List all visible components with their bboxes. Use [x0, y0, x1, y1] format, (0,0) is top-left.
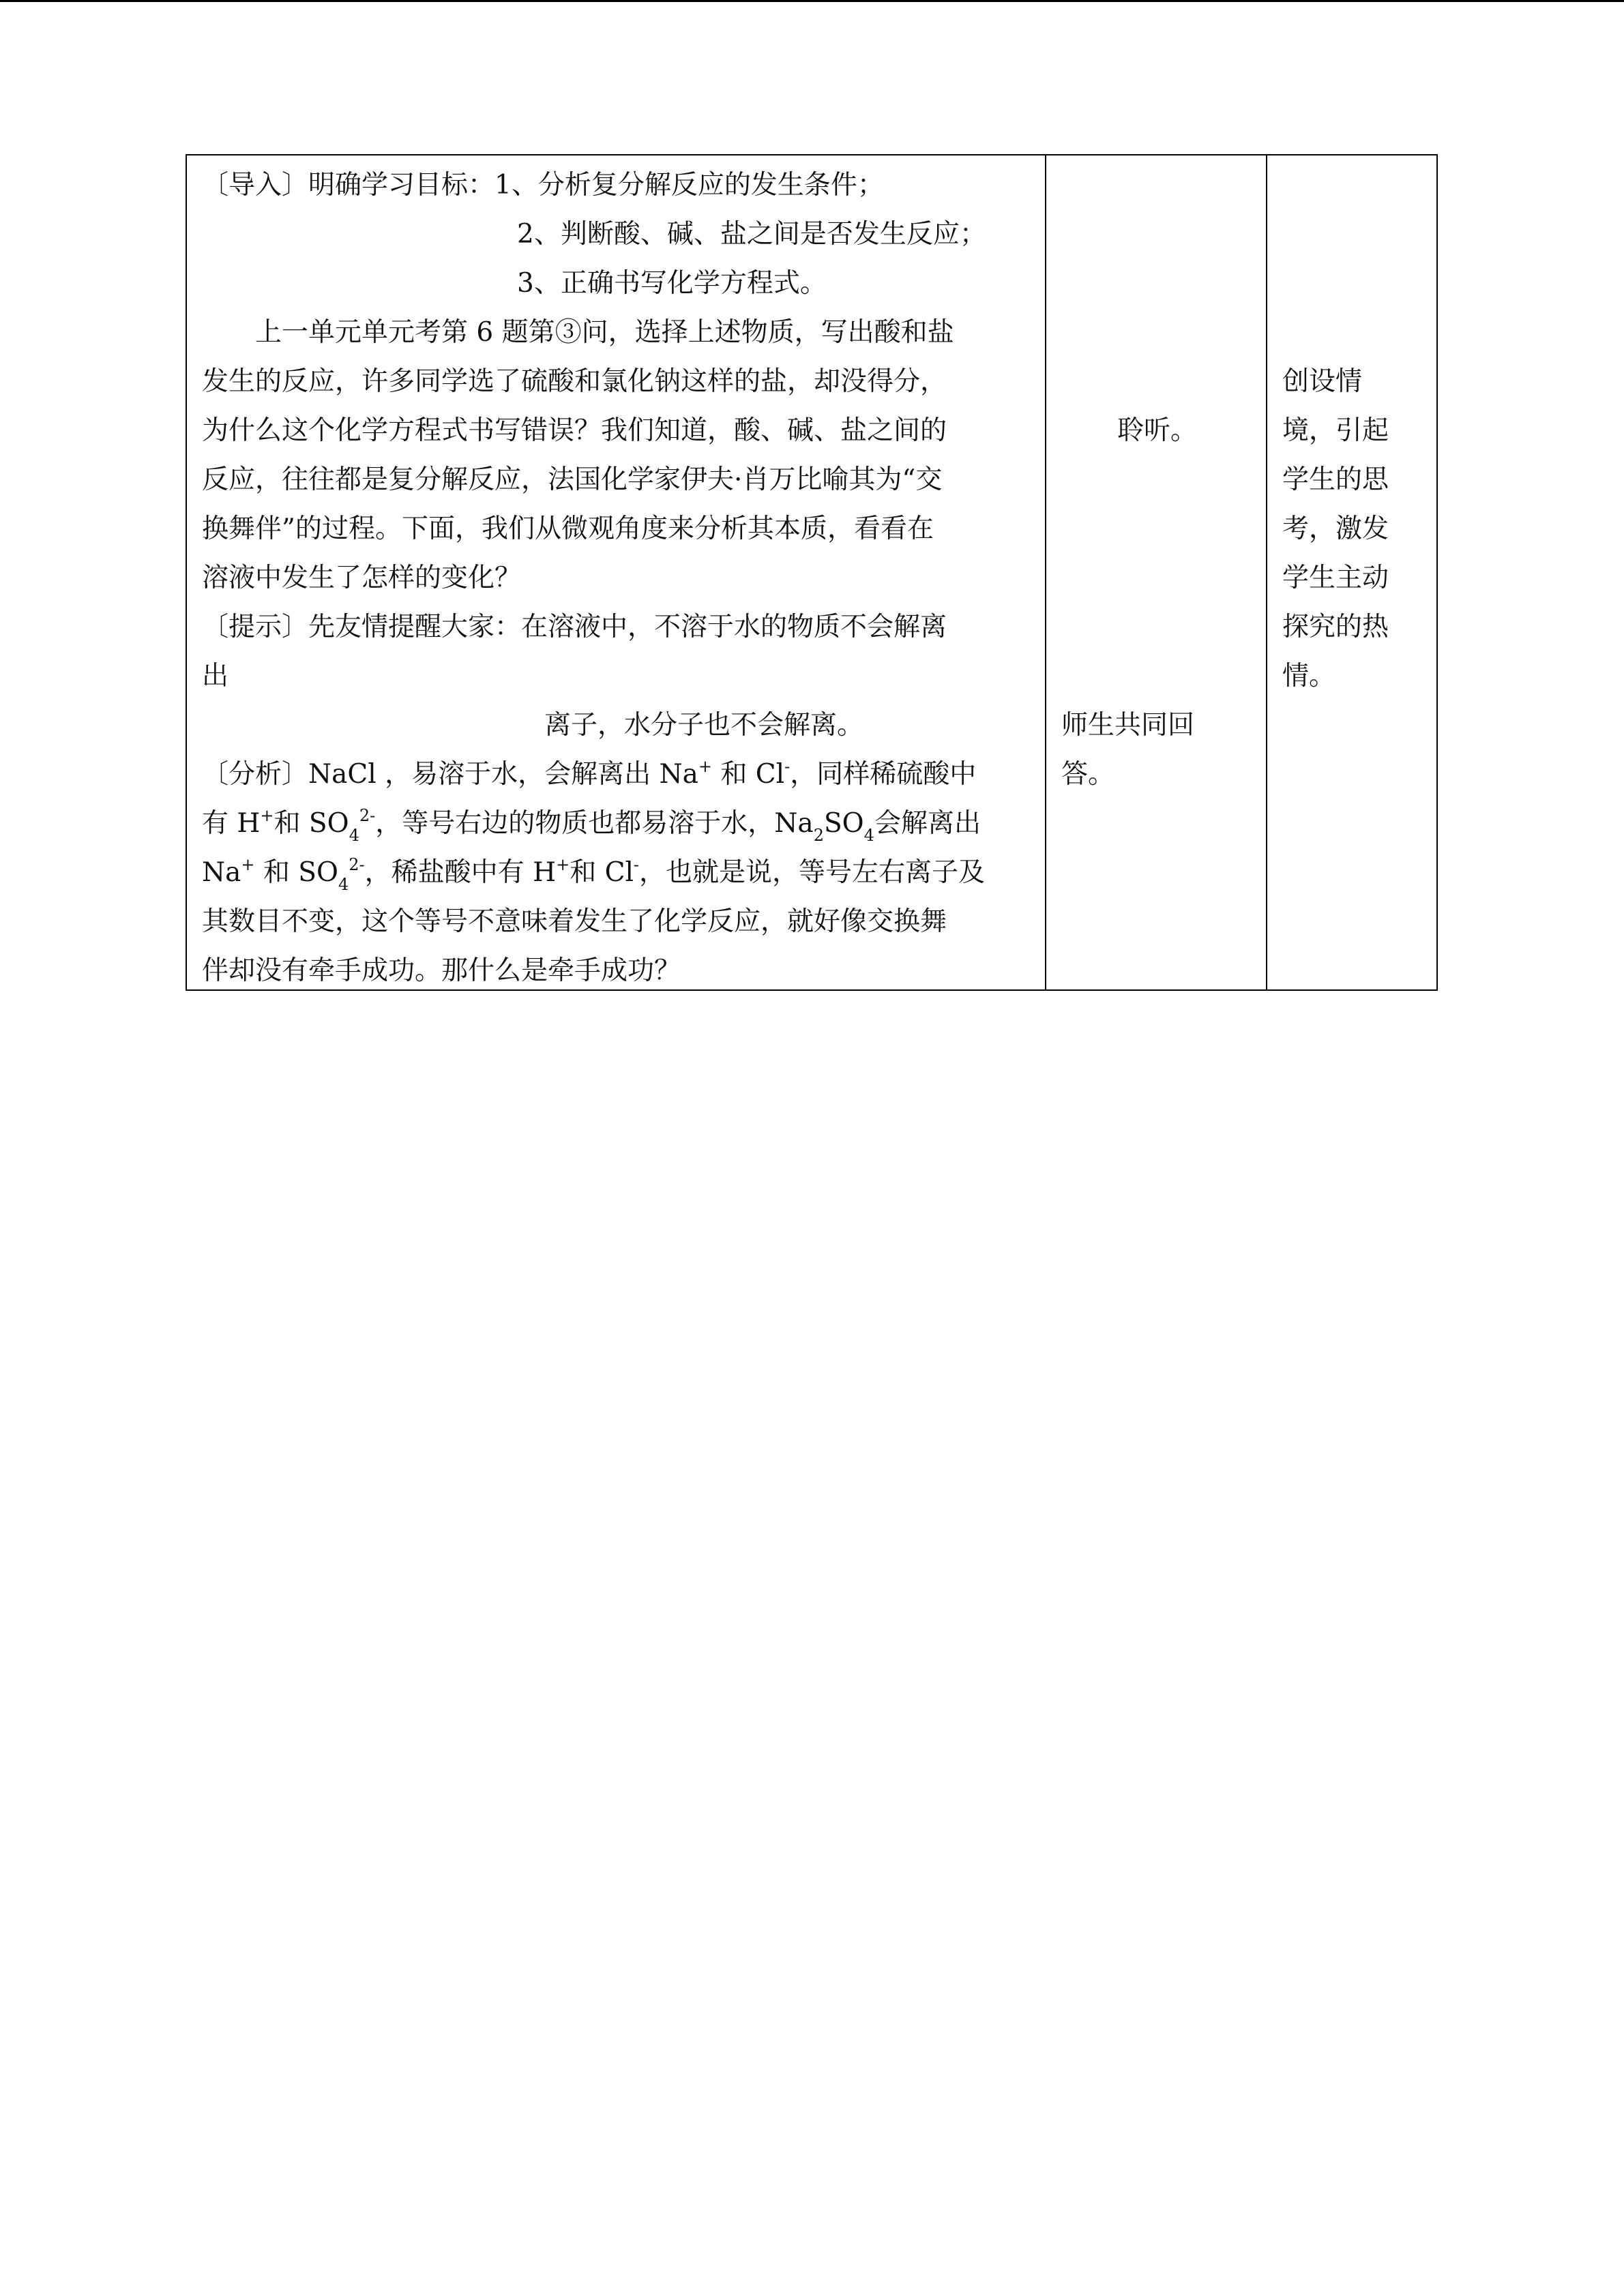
- superscript: +: [241, 855, 255, 874]
- superscript: 2-: [359, 806, 376, 825]
- superscript: +: [556, 855, 570, 874]
- analysis-text: ，等号右边的物质也都易溶于水，Na: [375, 808, 814, 839]
- paragraph-line-3: 为什么这个化学方程式书写错误？我们知道，酸、碱、盐之间的: [202, 415, 947, 446]
- subscript: 4: [863, 825, 874, 845]
- analysis-line-2: [202, 806, 981, 845]
- student-answer-line-1: 师生共同回: [1061, 710, 1195, 741]
- intro-goals-line: 〔导入〕明确学习目标：1、分析复分解反应的发生条件；: [202, 170, 884, 200]
- column-divider-1: [1045, 155, 1046, 989]
- intent-line-1: 创设情: [1282, 366, 1363, 397]
- intent-line-6: 探究的热: [1282, 612, 1389, 642]
- analysis-text: 有 H: [202, 808, 261, 839]
- subscript: 4: [349, 825, 359, 845]
- analysis-text: 和 SO: [254, 857, 338, 888]
- analysis-text: Na: [202, 857, 241, 888]
- paragraph-line-4: 反应，往往都是复分解反应，法国化学家伊夫·肖万比喻其为“交: [202, 464, 943, 495]
- page-top-border: [0, 0, 1624, 2]
- intent-line-2: 境，引起: [1282, 415, 1389, 446]
- paragraph-line-2: 发生的反应，许多同学选了硫酸和氯化钠这样的盐，却没得分，: [202, 366, 947, 397]
- analysis-text: 会解离出: [874, 808, 981, 839]
- analysis-text: SO: [823, 808, 864, 839]
- analysis-text: 和 SO: [274, 808, 349, 839]
- intent-line-5: 学生主动: [1282, 563, 1389, 593]
- analysis-line-3: [202, 855, 986, 894]
- analysis-text: 和 Cl: [711, 759, 785, 790]
- analysis-text: ，也就是说，等号左右离子及: [639, 857, 986, 888]
- analysis-line-1: [202, 758, 976, 791]
- superscript: +: [260, 806, 274, 825]
- superscript: 2-: [349, 855, 365, 874]
- column-divider-2: [1266, 155, 1267, 989]
- analysis-line-4: 其数目不变，这个等号不意味着发生了化学反应，就好像交换舞: [202, 906, 947, 937]
- paragraph-line-5: 换舞伴”的过程。下面，我们从微观角度来分析其本质，看看在: [202, 513, 934, 544]
- subscript: 2: [813, 825, 824, 845]
- analysis-text: 和 Cl: [570, 857, 634, 888]
- student-answer-line-2: 答。: [1061, 759, 1115, 790]
- goal-2-line: 2、判断酸、碱、盐之间是否发生反应；: [517, 219, 986, 250]
- analysis-text: ，稀盐酸中有 H: [364, 857, 557, 888]
- student-listen-text: 聆听。: [1117, 415, 1198, 446]
- subscript: 4: [338, 874, 349, 894]
- intent-line-4: 考，激发: [1282, 513, 1389, 544]
- superscript: -: [633, 855, 640, 874]
- goal-3-line: 3、正确书写化学方程式。: [517, 268, 827, 299]
- analysis-text: ，同样稀硫酸中: [790, 759, 977, 790]
- intent-line-7: 情。: [1282, 661, 1336, 691]
- superscript: -: [784, 757, 791, 776]
- superscript: +: [698, 757, 712, 776]
- hint-line-1: 〔提示〕先友情提醒大家：在溶液中，不溶于水的物质不会解离: [202, 612, 947, 642]
- lesson-plan-table: [186, 154, 1438, 991]
- hint-line-2: 出: [202, 661, 229, 691]
- analysis-text: 〔分析〕NaCl ，易溶于水，会解离出 Na: [202, 759, 698, 790]
- paragraph-line-6: 溶液中发生了怎样的变化？: [202, 563, 522, 593]
- hint-line-3: 离子，水分子也不会解离。: [544, 710, 864, 741]
- intent-line-3: 学生的思: [1282, 464, 1389, 495]
- paragraph-line-1: 上一单元单元考第 6 题第③问，选择上述物质，写出酸和盐: [255, 317, 954, 348]
- analysis-line-5: 伴却没有牵手成功。那什么是牵手成功？: [202, 955, 681, 986]
